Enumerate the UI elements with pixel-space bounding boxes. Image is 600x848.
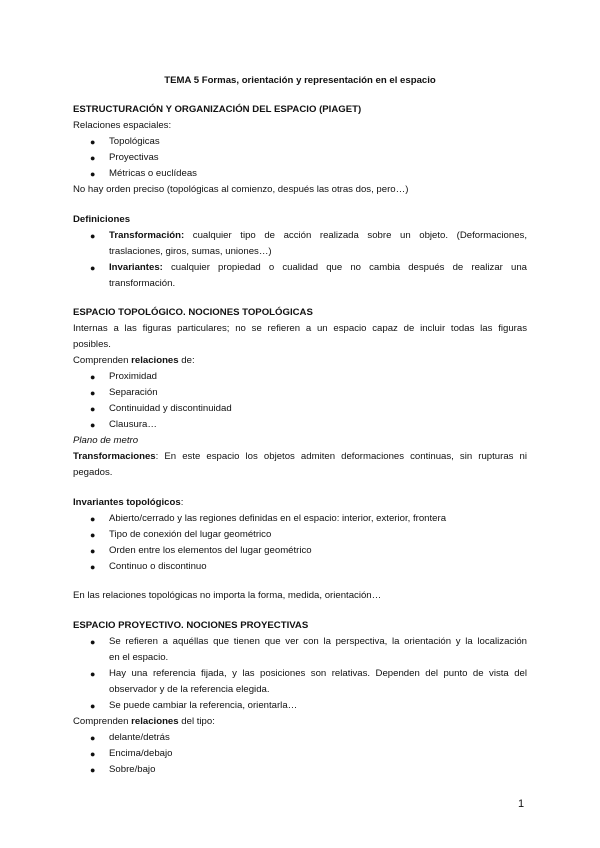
page-number: 1 — [518, 798, 525, 810]
bullet-icon: ● — [90, 388, 96, 398]
bullet-icon: ● — [90, 637, 96, 647]
bullet-icon: ● — [90, 733, 96, 743]
topo-paragraph-cont: posibles. — [73, 339, 111, 350]
term-invariantes: Invariantes: — [109, 262, 163, 273]
bullet-icon: ● — [90, 372, 96, 382]
bullet-icon: ● — [90, 263, 96, 273]
comprenden-relaciones — [73, 355, 195, 367]
comprenden-relaciones-tipo — [73, 716, 215, 728]
transformaciones-paragraph — [73, 451, 527, 463]
bullet-icon: ● — [90, 562, 96, 572]
list-item: Métricas o euclídeas — [109, 168, 197, 179]
topo-paragraph: Internas a las figuras particulares; no se refieren a un espacio capaz de incluir todas las figuras — [73, 323, 527, 334]
text-bold: relaciones — [131, 716, 179, 727]
plano-de-metro: Plano de metro — [73, 435, 139, 446]
bullet-icon: ● — [90, 765, 96, 775]
section-heading-proyectivo: ESPACIO PROYECTIVO. NOCIONES PROYECTIVAS — [73, 620, 309, 631]
definition-invariantes-cont: transformación. — [109, 278, 176, 289]
section-heading-estructuracion: ESTRUCTURACIÓN Y ORGANIZACIÓN DEL ESPACIO (PIAGET) — [73, 104, 362, 115]
proj-bullet-1: Se refieren a aquéllas que tienen que ver con la perspectiva, la orientación y la localización — [109, 636, 527, 647]
list-item: Proximidad — [109, 371, 157, 382]
list-item: delante/detrás — [109, 732, 170, 743]
proj-bullet-2: Hay una referencia fijada, y las posiciones son relativas. Dependen del punto de vista del — [109, 668, 527, 679]
document-title: TEMA 5 Formas, orientación y representación en el espacio — [164, 75, 436, 86]
definition-invariantes — [109, 262, 527, 274]
text: de: — [178, 355, 195, 366]
bullet-icon: ● — [90, 749, 96, 759]
text: del tipo: — [178, 716, 215, 727]
bullet-icon: ● — [90, 231, 96, 241]
section-heading-topologico: ESPACIO TOPOLÓGICO. NOCIONES TOPOLÓGICAS — [73, 307, 313, 318]
invariantes-topologicos-heading — [73, 497, 183, 509]
text: : — [180, 497, 184, 508]
bullet-icon: ● — [90, 546, 96, 556]
list-item: Topológicas — [109, 136, 160, 147]
text: Comprenden — [73, 355, 132, 366]
text-bold: relaciones — [131, 355, 179, 366]
definition-transformacion-cont: traslaciones, giros, sumas, uniones…) — [109, 246, 272, 257]
transformaciones-paragraph-cont: pegados. — [73, 467, 113, 478]
topologicas-closing: En las relaciones topológicas no importa la forma, medida, orientación… — [73, 590, 382, 601]
bullet-icon: ● — [90, 669, 96, 679]
list-item: Encima/debajo — [109, 748, 173, 759]
order-note: No hay orden preciso (topológicas al comienzo, después las otras dos, pero…) — [73, 184, 409, 195]
text: : En este espacio los objetos admiten deformaciones continuas, sin rupturas ni — [155, 451, 527, 462]
bullet-icon: ● — [90, 530, 96, 540]
proj-bullet-2-cont: observador y de la referencia elegida. — [109, 684, 270, 695]
bullet-icon: ● — [90, 153, 96, 163]
list-item: Tipo de conexión del lugar geométrico — [109, 529, 272, 540]
definition-transformacion — [109, 230, 527, 242]
bullet-icon: ● — [90, 420, 96, 430]
proj-bullet-3: Se puede cambiar la referencia, orientarla… — [109, 700, 298, 711]
term-transformacion: Transformación: — [109, 230, 185, 241]
text-bold: Invariantes topológicos — [73, 497, 181, 508]
section-heading-definiciones: Definiciones — [73, 214, 131, 225]
proj-bullet-1-cont: en el espacio. — [109, 652, 169, 663]
list-item: Sobre/bajo — [109, 764, 156, 775]
text: Comprenden — [73, 716, 132, 727]
list-item: Clausura… — [109, 419, 157, 430]
bullet-icon: ● — [90, 404, 96, 414]
bullet-icon: ● — [90, 514, 96, 524]
definition-text: cualquier tipo de acción realizada sobre un objeto. (Deformaciones, — [192, 230, 527, 241]
relaciones-intro: Relaciones espaciales: — [73, 120, 172, 131]
bullet-icon: ● — [90, 701, 96, 711]
list-item: Abierto/cerrado y las regiones definidas en el espacio: interior, exterior, frontera — [109, 513, 447, 524]
definition-text: cualquier propiedad o cualidad que no cambia después de realizar una — [171, 262, 527, 273]
list-item: Orden entre los elementos del lugar geométrico — [109, 545, 312, 556]
term-transformaciones: Transformaciones — [73, 451, 156, 462]
list-item: Proyectivas — [109, 152, 159, 163]
bullet-icon: ● — [90, 169, 96, 179]
bullet-icon: ● — [90, 137, 96, 147]
list-item: Separación — [109, 387, 158, 398]
list-item: Continuidad y discontinuidad — [109, 403, 232, 414]
list-item: Continuo o discontinuo — [109, 561, 207, 572]
